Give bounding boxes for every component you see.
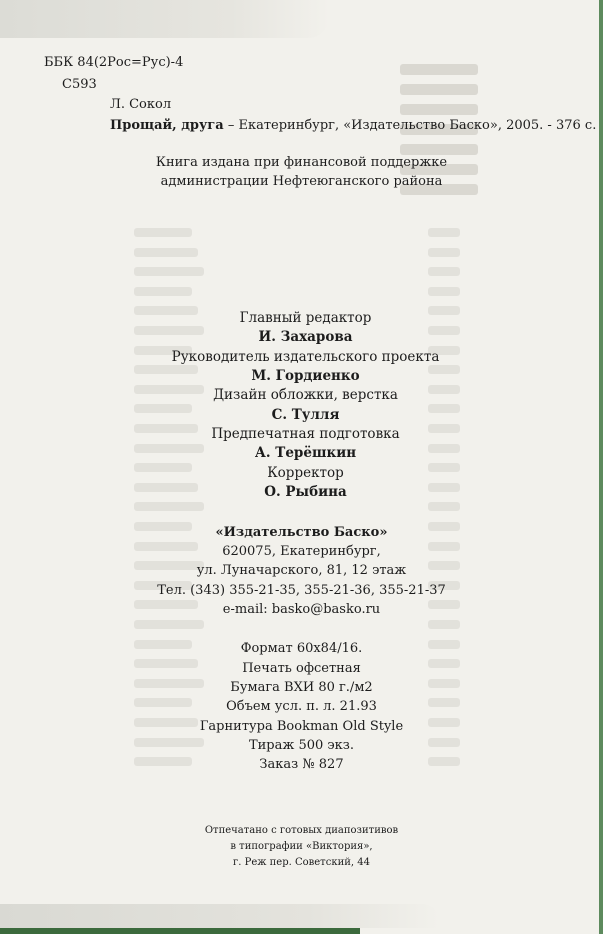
page-scan-shadow-top	[0, 0, 330, 38]
bleed-through-stroke	[400, 64, 478, 75]
printed-by-line: Отпечатано с готовых диапозитивов	[204, 825, 399, 836]
credit-name: С. Тулля	[271, 407, 340, 423]
bleed-through-stroke	[400, 104, 478, 115]
bleed-through-stroke	[134, 620, 204, 629]
author-name: Л. Сокол	[110, 97, 172, 112]
bleed-through-stroke	[428, 287, 460, 296]
bleed-through-stroke	[428, 620, 460, 629]
credit-name: О. Рыбина	[264, 484, 347, 500]
bleed-through-stroke	[134, 287, 192, 296]
printed-by-line: в типографии «Виктория»,	[230, 841, 373, 852]
cover-edge-strip	[0, 928, 360, 934]
bleed-through-stroke	[428, 502, 460, 511]
bleed-through-stroke	[134, 248, 198, 257]
bleed-through-stroke	[428, 228, 460, 237]
spec-line: Заказ № 827	[259, 757, 344, 772]
publisher-phone: Тел. (343) 355-21-35, 355-21-36, 355-21-37	[157, 583, 446, 598]
support-line-2: администрации Нефтеюганского района	[160, 174, 443, 189]
bibliographic-line	[110, 118, 596, 133]
spec-line: Тираж 500 экз.	[248, 738, 355, 753]
bleed-through-stroke	[428, 267, 460, 276]
credit-role: Главный редактор	[239, 310, 372, 326]
bleed-through-stroke	[134, 228, 192, 237]
credit-role: Корректор	[267, 465, 344, 481]
spec-line: Печать офсетная	[242, 661, 361, 676]
publisher-email: e-mail: basko@basko.ru	[222, 602, 381, 617]
bbk-code: ББК 84(2Рос=Рус)-4	[44, 55, 184, 70]
printed-by-line: г. Реж пер. Советский, 44	[233, 857, 370, 868]
publisher-name: «Издательство Баско»	[215, 525, 388, 540]
credit-role: Предпечатная подготовка	[211, 426, 400, 442]
publisher-address-2: ул. Луначарского, 81, 12 этаж	[196, 563, 407, 578]
page-scan-shadow-bottom	[0, 904, 440, 928]
publication-info: – Екатеринбург, «Издательство Баско», 2005. - 376 с.	[223, 118, 597, 133]
spec-line: Гарнитура Bookman Old Style	[199, 719, 404, 734]
credit-name: М. Гордиенко	[251, 368, 360, 384]
bleed-through-stroke	[400, 84, 478, 95]
spec-line: Формат 60x84/16.	[240, 641, 363, 656]
bleed-through-stroke	[428, 248, 460, 257]
bleed-through-stroke	[134, 502, 204, 511]
book-title: Прощай, друга	[110, 118, 224, 133]
spec-line: Объем усл. п. л. 21.93	[226, 699, 377, 714]
spec-line: Бумага ВХИ 80 г./м2	[230, 680, 373, 695]
support-line-1: Книга издана при финансовой поддержке	[155, 155, 448, 170]
publisher-address-1: 620075, Екатеринбург,	[222, 544, 381, 559]
author-code: С593	[62, 77, 97, 92]
credit-role: Дизайн обложки, верстка	[213, 387, 398, 403]
credit-name: А. Терёшкин	[254, 445, 357, 461]
credit-name: И. Захарова	[258, 329, 353, 345]
bleed-through-stroke	[400, 144, 478, 155]
bleed-through-stroke	[134, 267, 204, 276]
credit-role: Руководитель издательского проекта	[171, 349, 440, 365]
